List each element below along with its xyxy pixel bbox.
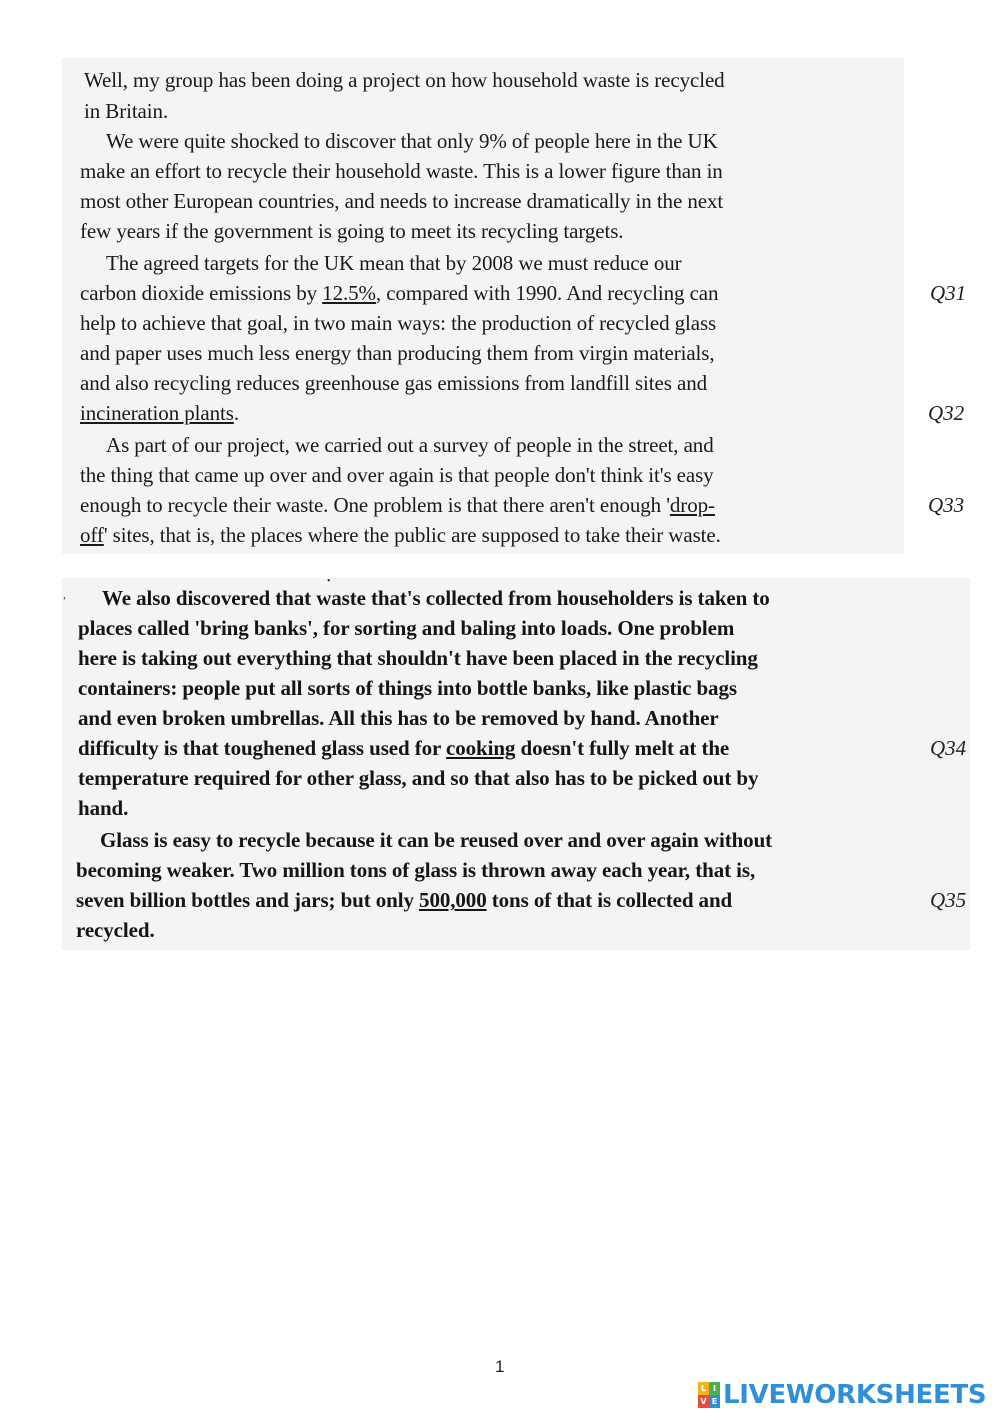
question-marker-q34: Q34 [930,736,967,760]
text-line: the thing that came up over and over again is that people don't think it's easy [80,463,714,487]
text-line: seven billion bottles and jars; but only 500,000 tons of that is collected and [76,888,733,912]
transcript-block-top [62,58,904,554]
text-line: temperature required for other glass, and so that also has to be picked out by [78,766,759,790]
text-line: off' sites, that is, the places where the public are supposed to take their waste. [80,523,721,547]
text-line: places called 'bring banks', for sorting and baling into loads. One problem [78,616,735,640]
question-marker-q33: Q33 [928,493,965,517]
text-line: here is taking out everything that shouldn't have been placed in the recycling [78,646,758,670]
text-line: and also recycling reduces greenhouse gas emissions from landfill sites and [80,371,707,395]
text-line: Well, my group has been doing a project on how household waste is recycled [84,68,725,92]
text-line: hand. [78,796,129,820]
answer-q31: 12.5% [322,281,376,305]
text-line: becoming weaker. Two million tons of glass is thrown away each year, that is, [76,858,756,882]
text-line: containers: people put all sorts of things into bottle banks, like plastic bags [78,676,737,700]
question-marker-q35: Q35 [930,888,967,912]
answer-q35: 500,000 [419,888,487,912]
page-number: 1 [495,1357,505,1376]
scan-artifact-mark: , [63,587,66,601]
text-line: enough to recycle their waste. One problem is that there aren't enough 'drop- [80,493,715,517]
question-marker-q31: Q31 [930,281,967,305]
logo-tile: I [709,1382,720,1395]
text-line: The agreed targets for the UK mean that by 2008 we must reduce our [106,251,682,275]
text-line: help to achieve that goal, in two main ways: the production of recycled glass [80,311,717,335]
brand-name: LIVEWORKSHEETS [723,1380,987,1410]
liveworksheets-brand[interactable] [698,1378,986,1412]
liveworksheets-logo-icon [698,1382,720,1408]
text-line: Glass is easy to recycle because it can be reused over and over again without [100,828,773,852]
text-line: make an effort to recycle their household waste. This is a lower figure than in [80,159,723,183]
question-marker-q32: Q32 [928,401,965,425]
text-line: carbon dioxide emissions by 12.5%, compared with 1990. And recycling can [80,281,719,305]
answer-q32: incineration plants [80,401,234,425]
logo-tile: E [709,1395,720,1408]
logo-tile: L [698,1382,709,1395]
text-line: difficulty is that toughened glass used for cooking doesn't fully melt at the [78,736,730,760]
text-line: most other European countries, and needs to increase dramatically in the next [80,189,724,213]
answer-q33: drop- [669,493,715,517]
text-line: few years if the government is going to meet its recycling targets. [80,219,624,243]
text-line: in Britain. [84,99,169,123]
text-line: incineration plants. [80,401,239,425]
text-line: We were quite shocked to discover that only 9% of people here in the UK [106,129,718,153]
text-line: We also discovered that waste that's collected from householders is taken to [102,586,770,610]
logo-tile: V [698,1395,709,1408]
text-line: and paper uses much less energy than producing them from virgin materials, [80,341,715,365]
text-line: As part of our project, we carried out a survey of people in the street, and [106,433,714,457]
scan-artifact-dot: • [327,576,331,587]
text-line: and even broken umbrellas. All this has to be removed by hand. Another [78,706,719,730]
answer-q34: cooking [446,736,516,760]
transcript-block-bottom [62,578,970,950]
answer-q33-continued: off [80,523,104,547]
text-line: recycled. [76,918,155,942]
